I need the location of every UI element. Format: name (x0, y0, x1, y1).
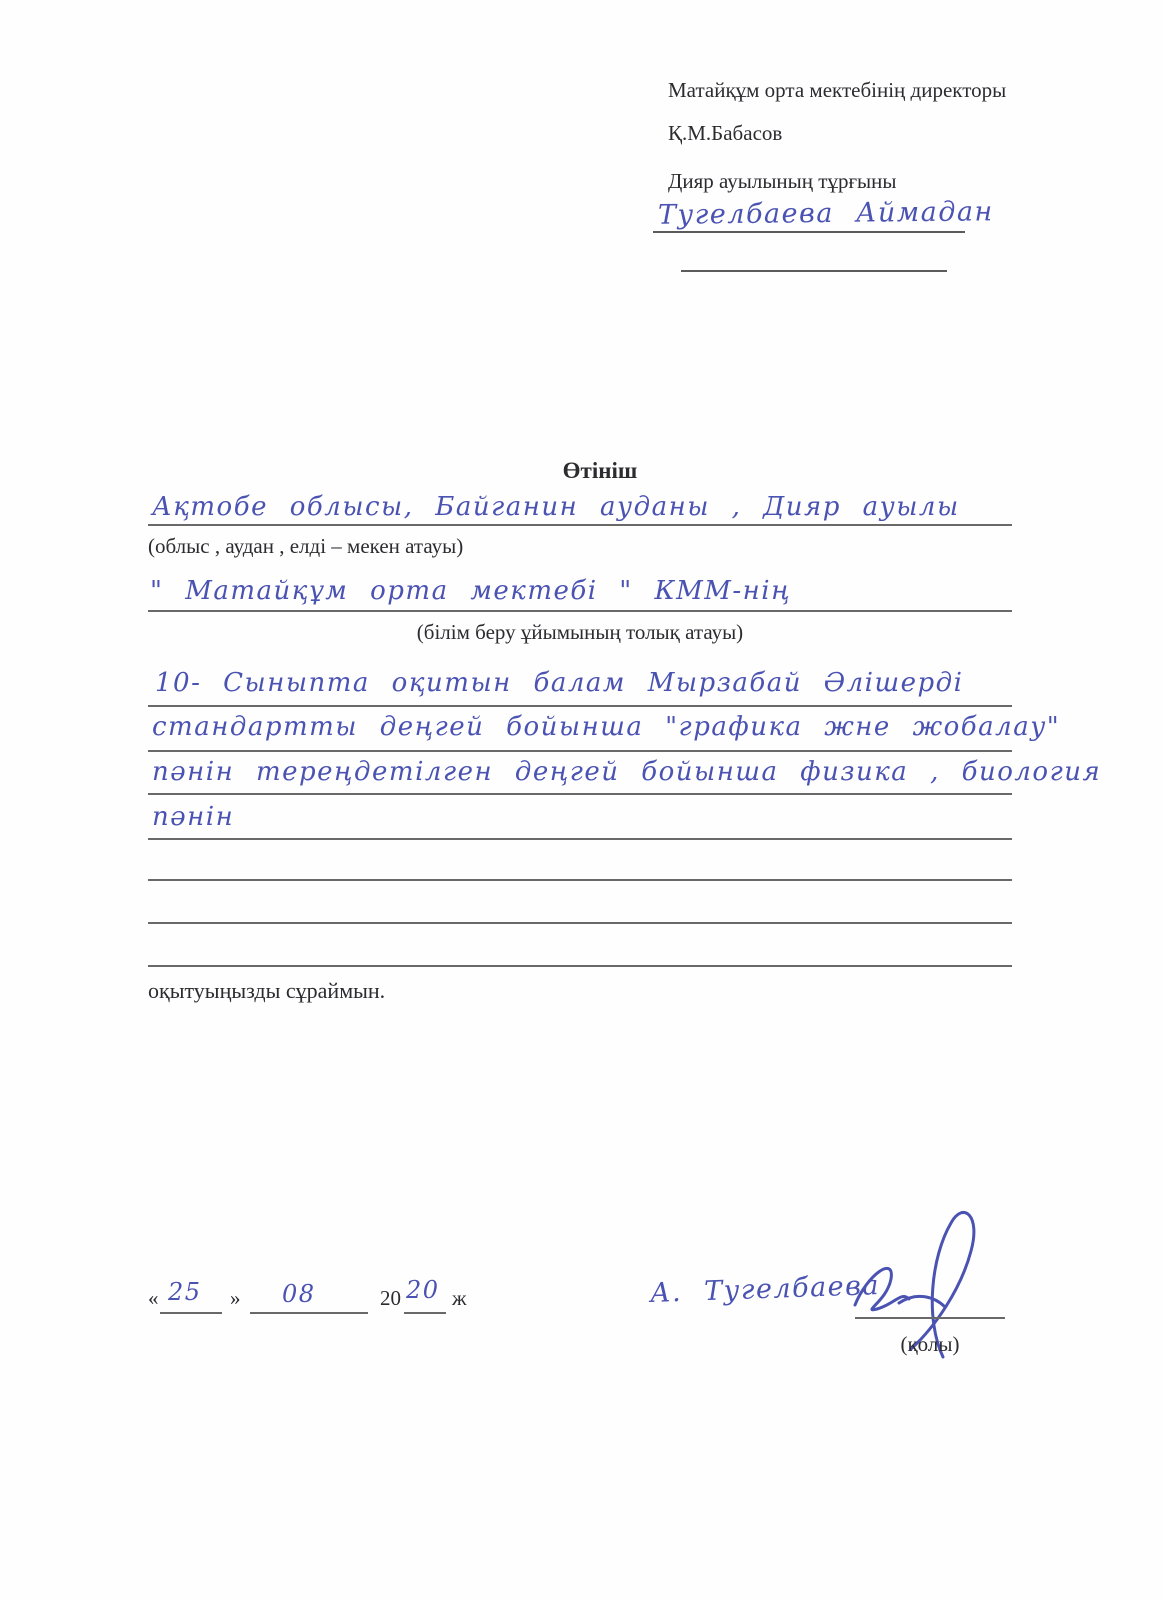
date-quote-open: « (148, 1286, 159, 1310)
body-line-2-handwriting: стандартты деңгей бойынша "графика жне жобалау" (152, 712, 1061, 742)
header-director-line: Матайқұм орта мектебінің директоры (668, 78, 1007, 102)
date-month-underline (250, 1312, 368, 1314)
body-line-1-handwriting: 10- Сыныпта оқитын балам Мырзабай Әлішерді (155, 668, 964, 698)
date-quote-close: » (230, 1286, 241, 1310)
date-year-handwriting: 20 (406, 1276, 440, 1304)
body-line-2-underline (148, 750, 1012, 752)
closing-text: оқытуыңызды сұраймын. (148, 978, 386, 1003)
school-underline (148, 610, 1012, 612)
body-line-1-underline (148, 705, 1012, 707)
signature-caption: (қолы) (900, 1332, 960, 1356)
date-year-suffix: ж (452, 1286, 467, 1310)
applicant-name-handwriting: Тугелбаева Аймадан (657, 196, 994, 231)
body-line-4-underline (148, 838, 1012, 840)
body-line-3-handwriting: пәнін тереңдетілген деңгей бойынша физика , биология (152, 757, 1102, 787)
date-year-underline (404, 1312, 446, 1314)
location-underline (148, 524, 1012, 526)
applicant-name-underline (653, 231, 965, 233)
header-applicant-line: Дияр ауылының тұрғыны (668, 169, 897, 193)
signature-underline (855, 1317, 1005, 1319)
document-title: Өтініш (562, 458, 638, 483)
date-year-prefix: 20 (380, 1286, 401, 1310)
empty-body-underline-1 (148, 879, 1012, 881)
date-month-handwriting: 08 (282, 1280, 316, 1308)
date-day-underline (160, 1312, 222, 1314)
school-handwriting: " Матайқұм орта мектебі " КММ-нің (150, 576, 792, 606)
empty-body-underline-3 (148, 965, 1012, 967)
location-caption: (облыс , аудан , елді – мекен атауы) (148, 534, 464, 558)
body-line-4-handwriting: пәнін (152, 802, 235, 832)
signature-name-handwriting: А. Тугелбаева (649, 1269, 881, 1310)
date-day-handwriting: 25 (168, 1278, 202, 1306)
location-handwriting: Ақтобе облысы, Байганин ауданы , Дияр ауылы (152, 492, 960, 522)
empty-header-underline (681, 270, 947, 272)
school-caption: (білім беру ұйымының толық атауы) (416, 620, 744, 644)
header-director-name: Қ.М.Бабасов (668, 121, 783, 145)
empty-body-underline-2 (148, 922, 1012, 924)
body-line-3-underline (148, 793, 1012, 795)
